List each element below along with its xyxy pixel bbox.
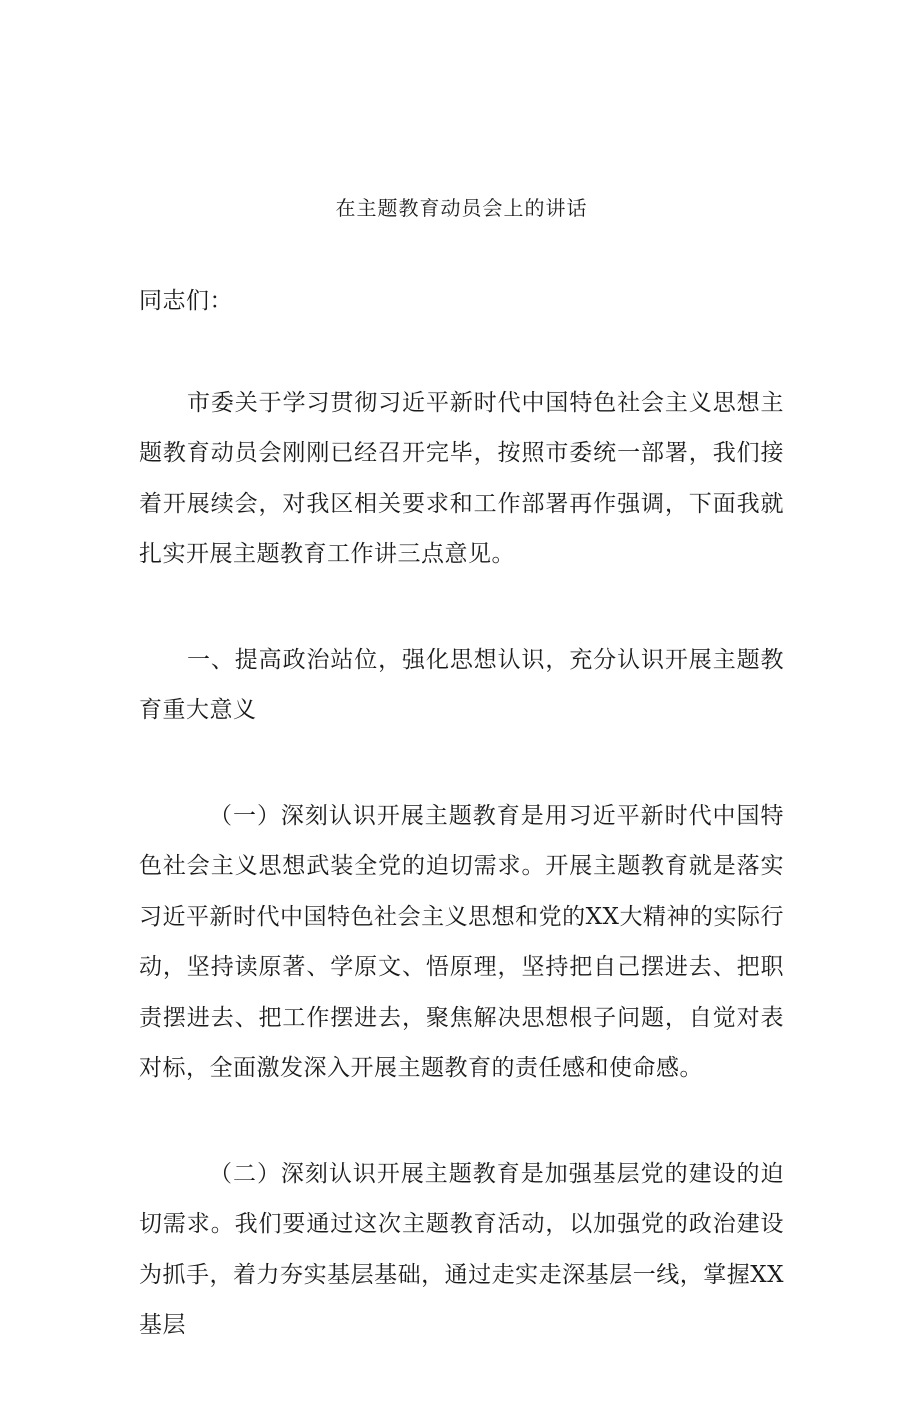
subsection-2: （二）深刻认识开展主题教育是加强基层党的建设的迫切需求。我们要通过这次主题教育活动，以加强党的政治建设为抓手，着力夯实基层基础，通过走实走深基层一线，掌握XX基层 (139, 1160, 784, 1338)
subsection-1: （一）深刻认识开展主题教育是用习近平新时代中国特色社会主义思想武装全党的迫切需求。开展主题教育就是落实习近平新时代中国特色社会主义思想和党的XX大精神的实际行动，坚持读原著、学原文、悟原理，坚持把自己摆进去、把职责摆进去、把工作摆进去，聚焦解决思想根子问题，自觉对表对标，全面激发深入开展主题教育的责任感和使命感。 (139, 802, 784, 1081)
paragraph-intro: 市委关于学习贯彻习近平新时代中国特色社会主义思想主题教育动员会刚刚已经召开完毕，按照市委统一部署，我们接着开展续会，对我区相关要求和工作部署再作强调，下面我就扎实开展主题教育工作讲三点意见。 (139, 389, 784, 567)
document-body (139, 190, 784, 1406)
greeting: 同志们： (139, 288, 233, 314)
document-title: 在主题教育动员会上的讲话 (335, 196, 588, 220)
section-heading-1: 一、提高政治站位，强化思想认识，充分认识开展主题教育重大意义 (139, 646, 784, 723)
